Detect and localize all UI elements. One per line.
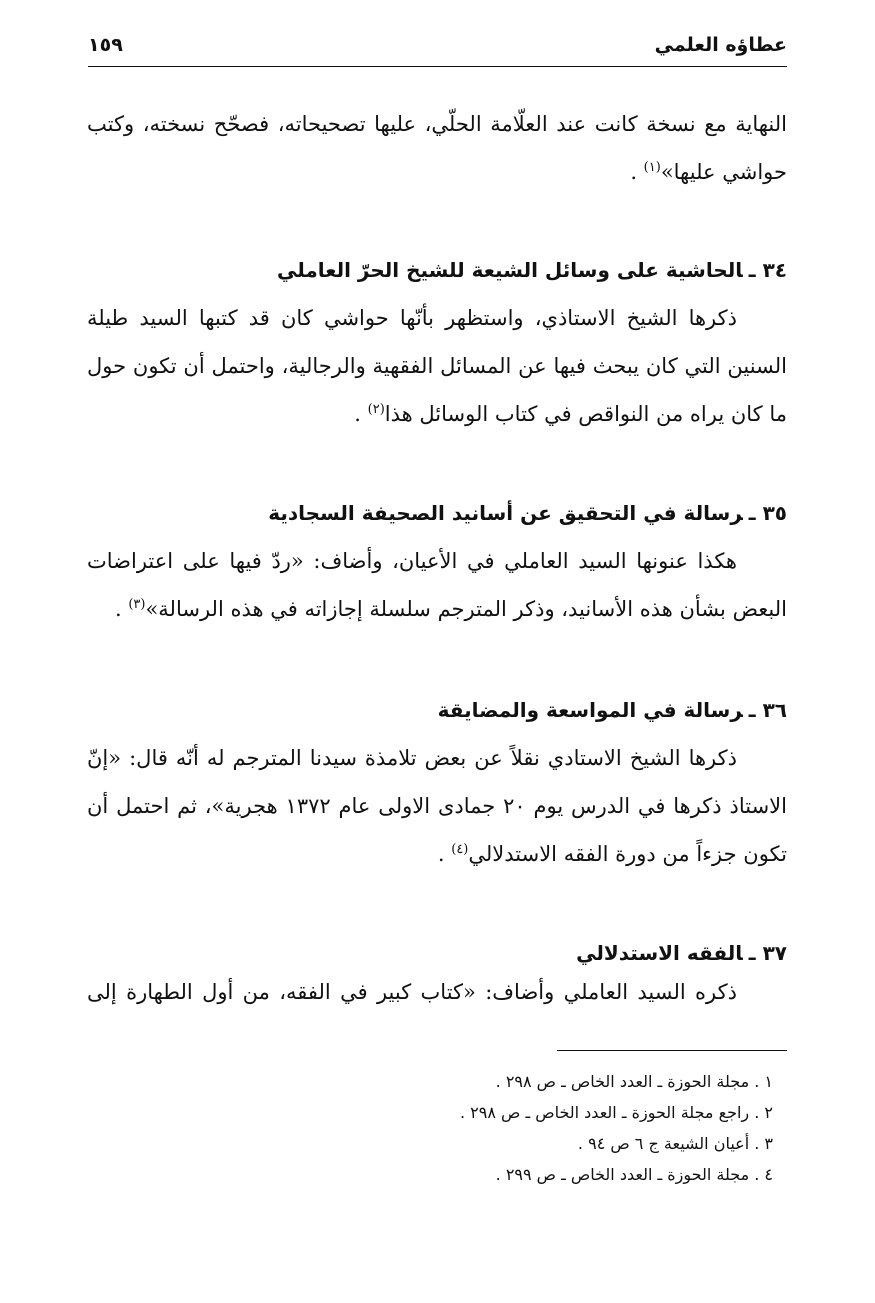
section-tail-36: . — [437, 842, 452, 866]
footnote-item: ٣ . أعيان الشيعة ج ٦ ص ٩٤ . — [577, 1134, 773, 1153]
footnote-ref-3: (٣) — [128, 597, 146, 612]
section-body-37 — [87, 968, 787, 1016]
header-title: عطاؤه العلمي — [654, 34, 787, 56]
footnotes-list — [87, 1066, 787, 1190]
section-number-35: ٣٥ ـ — [748, 501, 787, 525]
section-text-37: ذكره السيد العاملي وأضاف: «كتاب كبير في الفقه، من أول الطهارة إلى — [87, 980, 737, 1004]
section-text-36: ذكرها الشيخ الاستادي نقلاً عن بعض تلامذة سيدنا المترجم له أنّه قال: «إنّ الاستاذ ذكرها في الدرس يوم ٢٠ جمادى الاولى عام ١٣٧٢ هجرية»، ثم احتمل أن تكون جزءاً من دورة الفقه الاستدلالي — [87, 746, 787, 866]
intro-text: النهاية مع نسخة كانت عند العلّامة الحلّي، عليها تصحيحاته، فصحّح نسخته، وكتب حواشي عليها» — [87, 112, 787, 184]
section-text-35: هكذا عنونها السيد العاملي في الأعيان، وأضاف: «ردّ فيها على اعتراضات البعض بشأن هذه الأسانيد، وذكر المترجم سلسلة إجازاته في هذه الرسالة» — [87, 549, 787, 621]
section-text-34: ذكرها الشيخ الاستاذي، واستظهر بأنّها حواشي كان قد كتبها السيد طيلة السنين التي كان يبحث فيها عن المسائل الفقهية والرجالية، واحتمل أن تكون حول ما كان يراه من النواقص في كتاب الوسائل هذا — [87, 306, 787, 426]
section-title-34: الحاشية على وسائل الشيعة للشيخ الحرّ العاملي — [276, 258, 743, 282]
section-number-36: ٣٦ ـ — [748, 698, 787, 722]
section-number-37: ٣٧ ـ — [748, 941, 787, 965]
footnote-divider — [557, 1050, 787, 1051]
section-title-35: رسالة في التحقيق عن أسانيد الصحيفة السجادية — [268, 501, 743, 525]
footnote-ref-4: (٤) — [451, 842, 469, 857]
footnote-ref-1: (١) — [643, 160, 661, 175]
section-heading-34 — [87, 250, 787, 290]
section-number-34: ٣٤ ـ — [748, 258, 787, 282]
section-heading-36 — [87, 690, 787, 730]
section-tail-35: . — [114, 597, 129, 621]
page-number: ١٥٩ — [88, 34, 123, 56]
section-body-35 — [87, 537, 787, 633]
intro-tail: . — [630, 160, 644, 184]
section-heading-37 — [87, 933, 787, 973]
footnote-item: ٤ . مجلة الحوزة ـ العدد الخاص ـ ص ٢٩٩ . — [495, 1165, 773, 1184]
running-header — [88, 30, 787, 67]
footnote-ref-2: (٢) — [367, 402, 385, 417]
footnote-item: ٢ . راجع مجلة الحوزة ـ العدد الخاص ـ ص ٢٩٨ . — [459, 1103, 773, 1122]
section-body-36 — [87, 734, 787, 878]
footnote-item: ١ . مجلة الحوزة ـ العدد الخاص ـ ص ٢٩٨ . — [495, 1072, 773, 1091]
section-title-37: الفقه الاستدلالي — [576, 941, 743, 965]
section-body-34 — [87, 294, 787, 438]
section-tail-34: . — [354, 402, 368, 426]
intro-paragraph — [87, 100, 787, 196]
section-heading-35 — [87, 493, 787, 533]
section-title-36: رسالة في المواسعة والمضايقة — [437, 698, 743, 722]
